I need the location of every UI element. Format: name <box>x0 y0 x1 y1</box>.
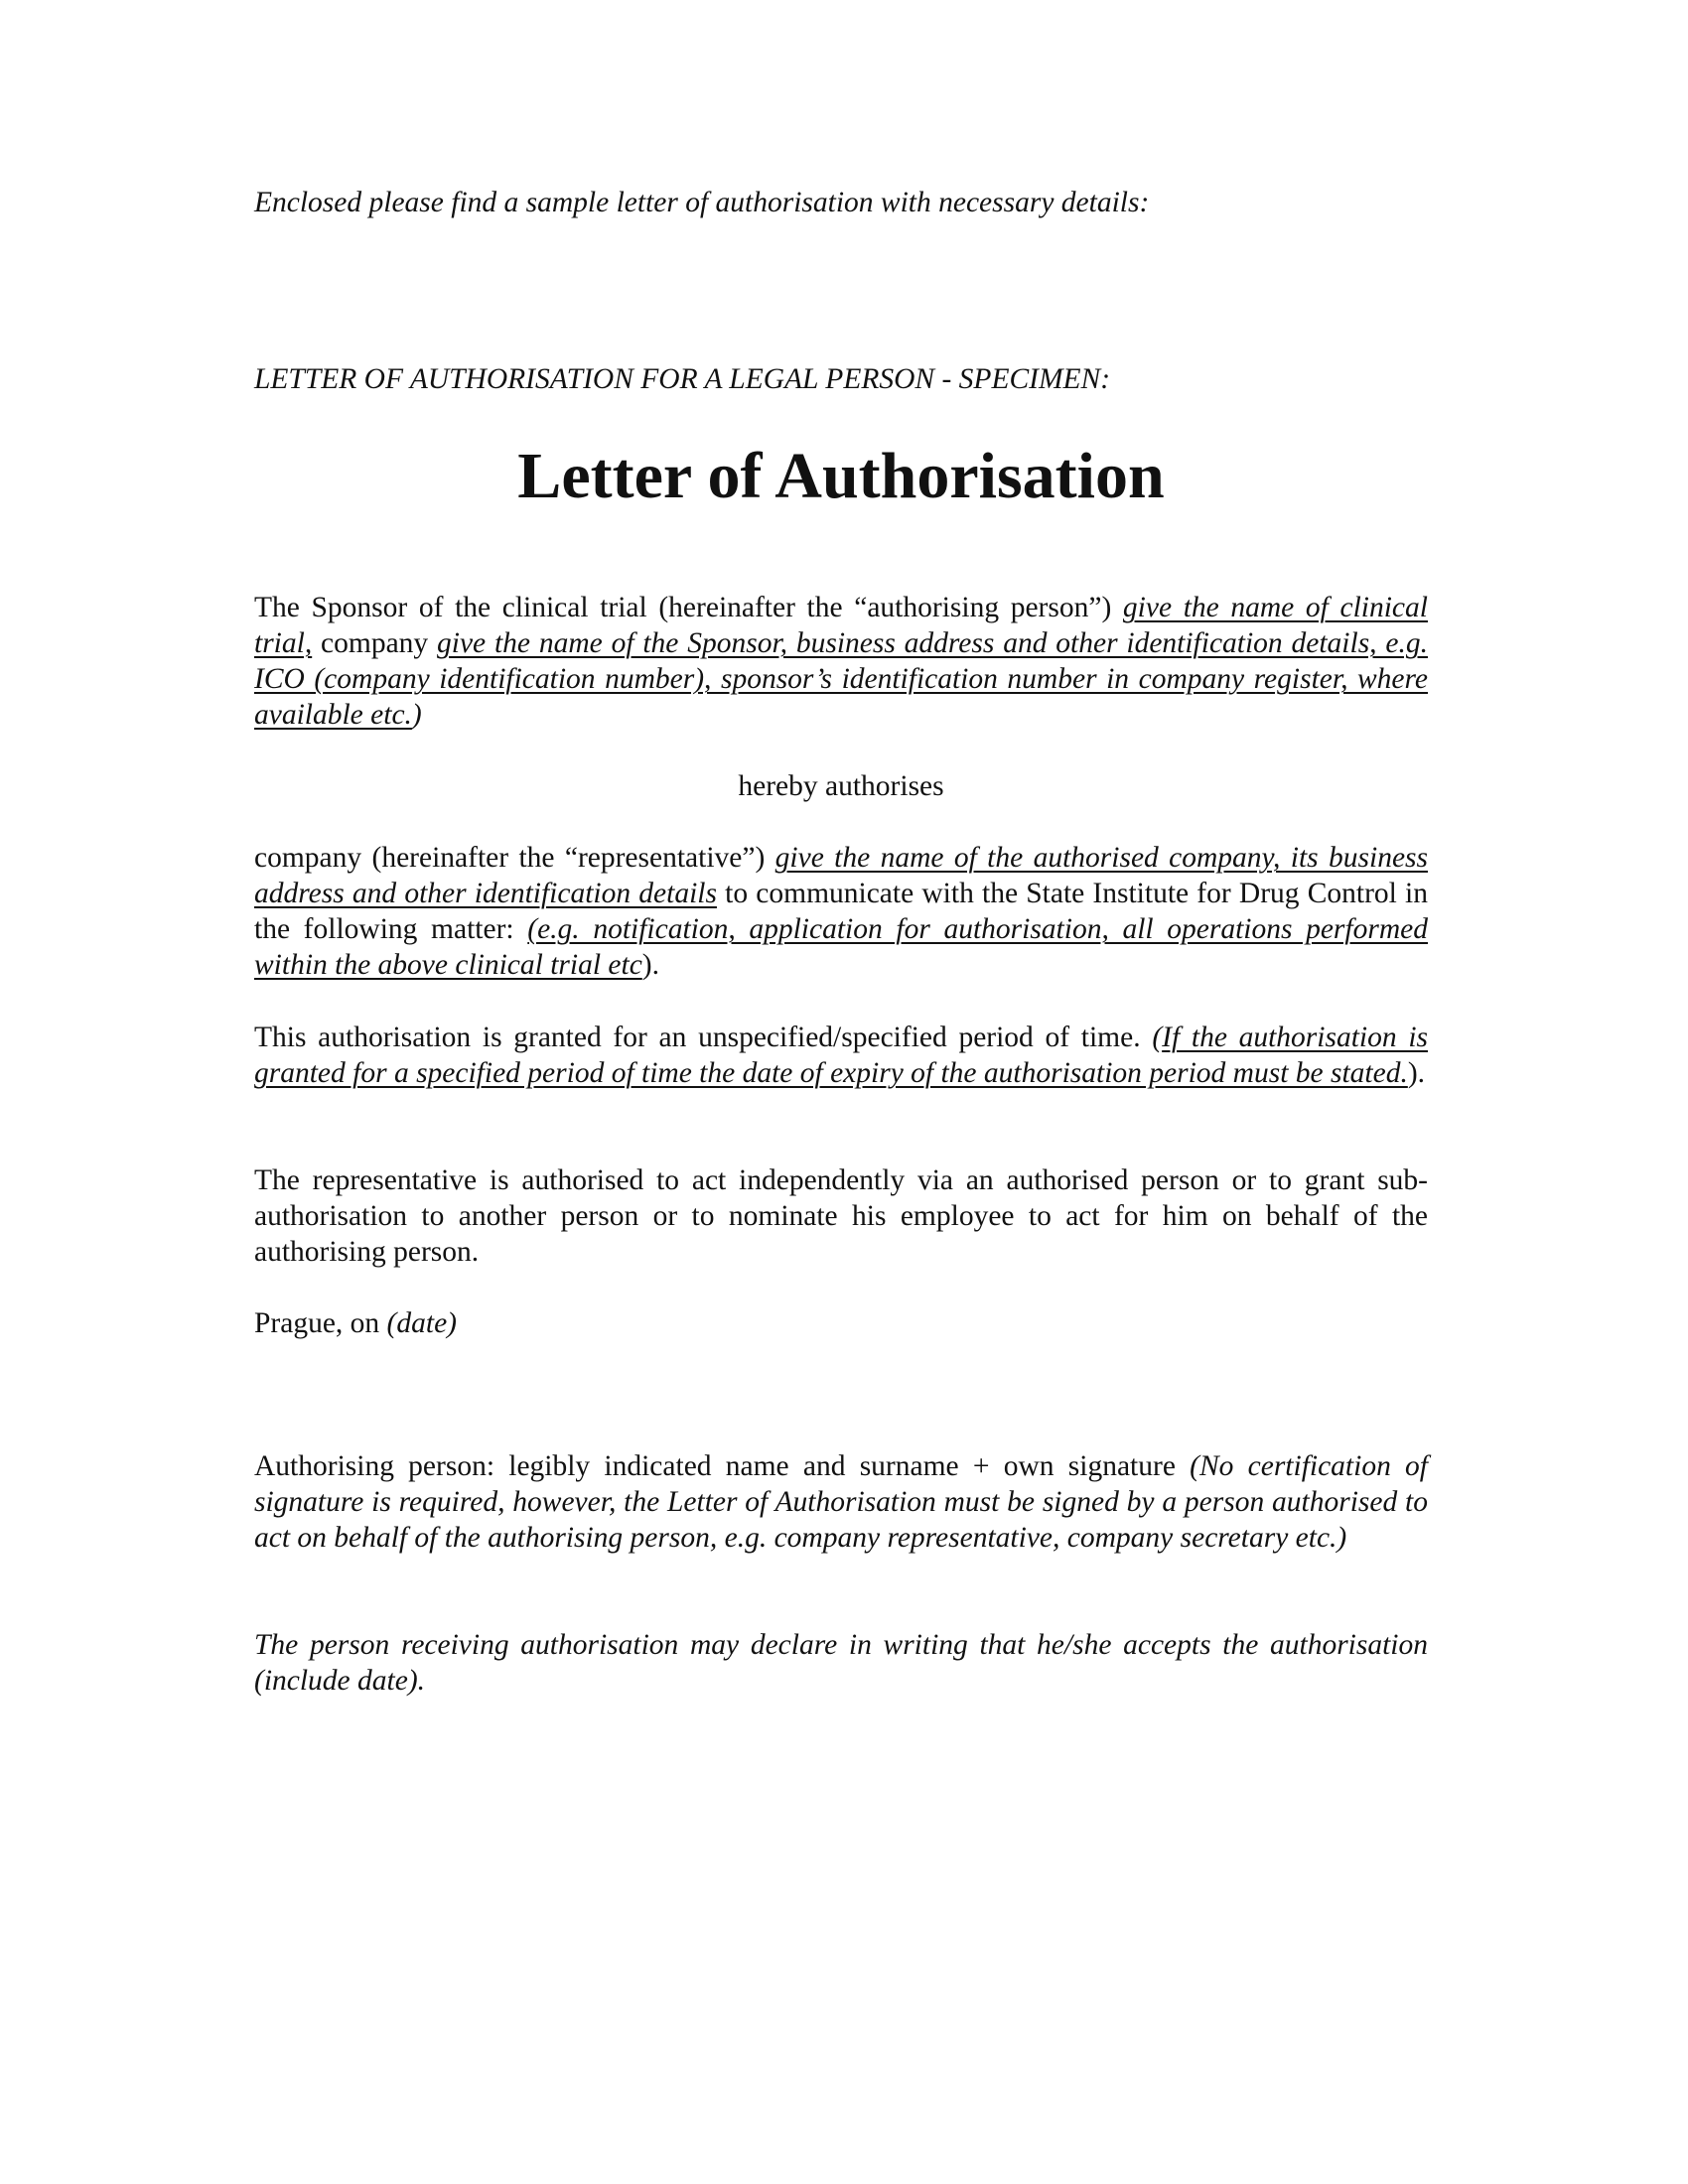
sponsor-text-3: ) <box>411 699 422 731</box>
expiry-placeholder: If the authorisation is granted for a specified period of time the date of expiry of the authorisation period must be stated. <box>254 1022 1428 1089</box>
sponsor-text-1: The Sponsor of the clinical trial (hereinafter the “authorising person”) <box>254 592 1123 623</box>
representative-paragraph <box>254 840 1428 983</box>
period-text-3: ). <box>1407 1057 1426 1089</box>
sub-authorisation-paragraph: The representative is authorised to act independently via an authorised person or to grant sub-authorisation to another person or to nominate his employee to act for him on behalf of the authorising person. <box>254 1164 1428 1268</box>
document-title: Letter of Authorisation <box>517 440 1165 512</box>
specimen-heading: LETTER OF AUTHORISATION FOR A LEGAL PERSON - SPECIMEN: <box>254 363 1111 395</box>
place-text: Prague, on <box>254 1307 387 1339</box>
representative-text-1: company (hereinafter the “representative”) <box>254 842 775 874</box>
sponsor-details-placeholder: give the name of the Sponsor, business address and other identification details, e.g. ICO (company identification number), sponsor’s identification number in company register, where available etc. <box>254 627 1428 731</box>
representative-text-3: ). <box>641 949 659 981</box>
place-date-line <box>254 1305 1428 1341</box>
sponsor-paragraph <box>254 590 1428 733</box>
clinical-trial-placeholder: give the name of clinical trial, <box>254 592 1428 659</box>
signature-text: Authorising person: legibly indicated name and surname + own signature <box>254 1450 1191 1482</box>
period-open-paren: ( <box>1152 1022 1163 1053</box>
sponsor-text-2: company <box>312 627 437 659</box>
intro-line: Enclosed please find a sample letter of authorisation with necessary details: <box>254 187 1150 218</box>
period-paragraph <box>254 1020 1428 1091</box>
signature-note: (No certification of signature is required, however, the Letter of Authorisation must be signed by a person authorised to act on behalf of the authorising person, e.g. company representative, company secretary etc.) <box>254 1450 1429 1554</box>
period-text-1: This authorisation is granted for an unspecified/specified period of time. <box>254 1022 1153 1053</box>
matter-placeholder: (e.g. notification, application for authorisation, all operations performed within the above clinical trial etc <box>254 913 1428 981</box>
hereby-authorises: hereby authorises <box>738 770 944 802</box>
date-placeholder: (date) <box>386 1307 457 1339</box>
authorised-company-placeholder: give the name of the authorised company, its business address and other identification details <box>254 842 1428 909</box>
signature-paragraph <box>254 1448 1428 1556</box>
acceptance-paragraph: The person receiving authorisation may declare in writing that he/she accepts the authorisation (include date). <box>254 1629 1428 1697</box>
representative-text-2: to communicate with the State Institute for Drug Control in the following matter: <box>254 878 1428 945</box>
